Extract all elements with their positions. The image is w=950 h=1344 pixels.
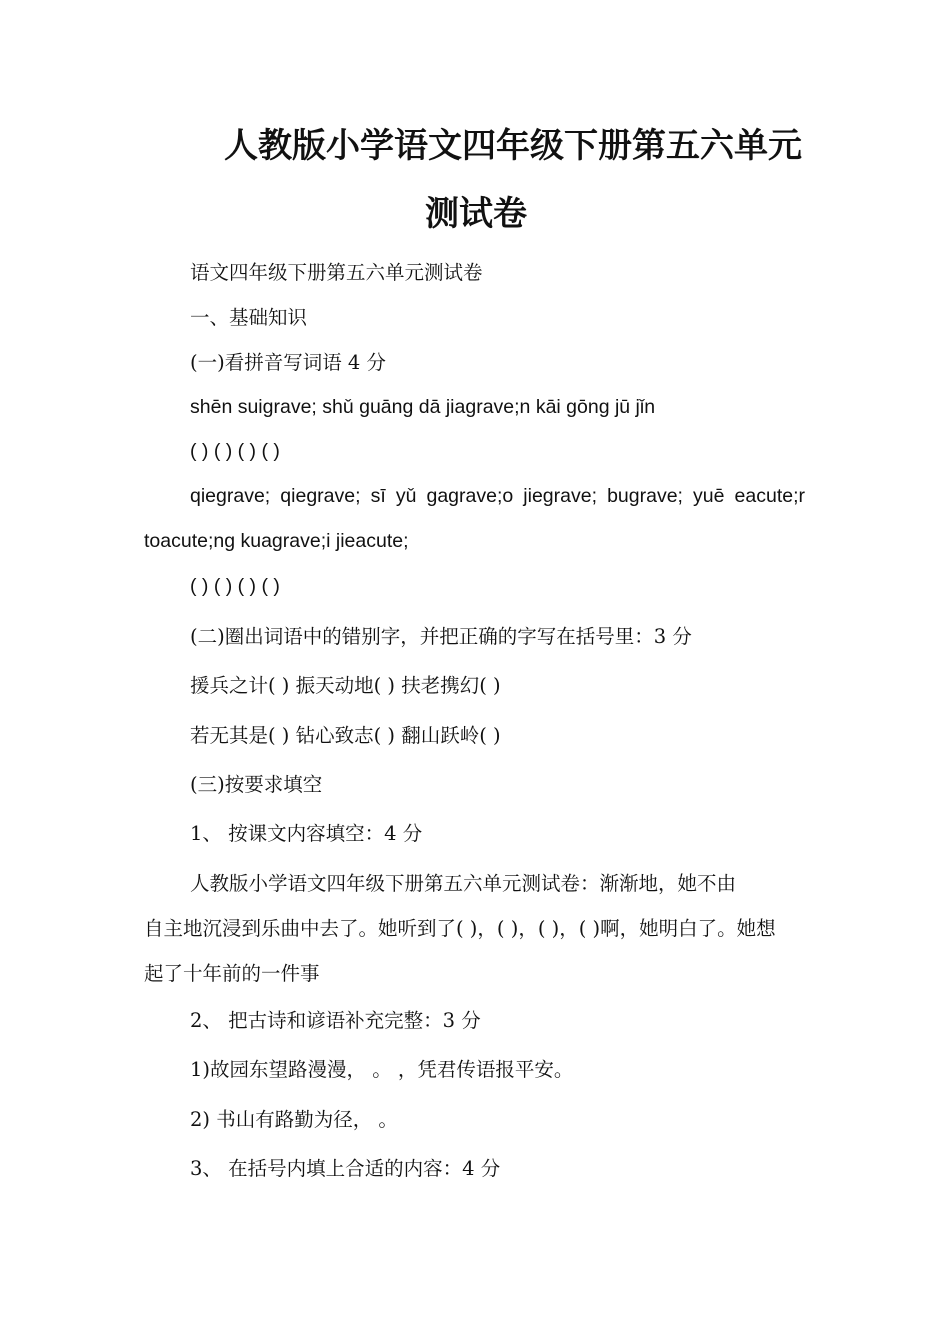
question-1-passage-line-3: 起了十年前的一件事 xyxy=(144,962,320,985)
document-title-line2: 测试卷 xyxy=(425,194,527,234)
part3-heading: (三)按要求填空 xyxy=(190,773,323,796)
typo-words-row-1: 援兵之计( ) 振天动地( ) 扶老携幻( ) xyxy=(190,674,501,697)
question-3: 3、 在括号内填上合适的内容：4 分 xyxy=(190,1157,501,1180)
pinyin-row-2-line-b: toacute;ng kuagrave;i jieacute; xyxy=(144,530,409,552)
answer-blanks-row-2: ( ) ( ) ( ) ( ) xyxy=(190,575,280,597)
answer-blanks-row-1: ( ) ( ) ( ) ( ) xyxy=(190,440,280,462)
part1-heading: (一)看拼音写词语 4 分 xyxy=(190,351,387,374)
question-1-passage-line-1: 人教版小学语文四年级下册第五六单元测试卷：渐渐地，她不由 xyxy=(190,872,737,895)
subtitle: 语文四年级下册第五六单元测试卷 xyxy=(190,261,483,284)
section-heading-basics: 一、基础知识 xyxy=(190,306,308,329)
question-2: 2、 把古诗和谚语补充完整：3 分 xyxy=(190,1009,481,1032)
part2-heading: (二)圈出词语中的错别字，并把正确的字写在括号里：3 分 xyxy=(190,625,692,648)
typo-words-row-2: 若无其是( ) 钻心致志( ) 翻山跃岭( ) xyxy=(190,724,501,747)
question-2-item-2: 2) 书山有路勤为径， 。 xyxy=(190,1108,398,1131)
pinyin-row-1: shēn suigrave; shǔ guāng dā jiagrave;n kāi gōng jū jǐn xyxy=(190,396,656,418)
question-1-passage-line-2: 自主地沉浸到乐曲中去了。她听到了( )，( )，( )，( )啊，她明白了。她想 xyxy=(144,917,776,940)
pinyin-row-2-line-a: qiegrave; qiegrave; sī yǔ gagrave;o jiegrave; bugrave; yuē eacute;r xyxy=(190,485,805,507)
question-1: 1、 按课文内容填空：4 分 xyxy=(190,822,423,845)
document-title-line1: 人教版小学语文四年级下册第五六单元 xyxy=(224,126,802,166)
question-2-item-1: 1)故园东望路漫漫， 。 ，凭君传语报平安。 xyxy=(190,1058,574,1081)
